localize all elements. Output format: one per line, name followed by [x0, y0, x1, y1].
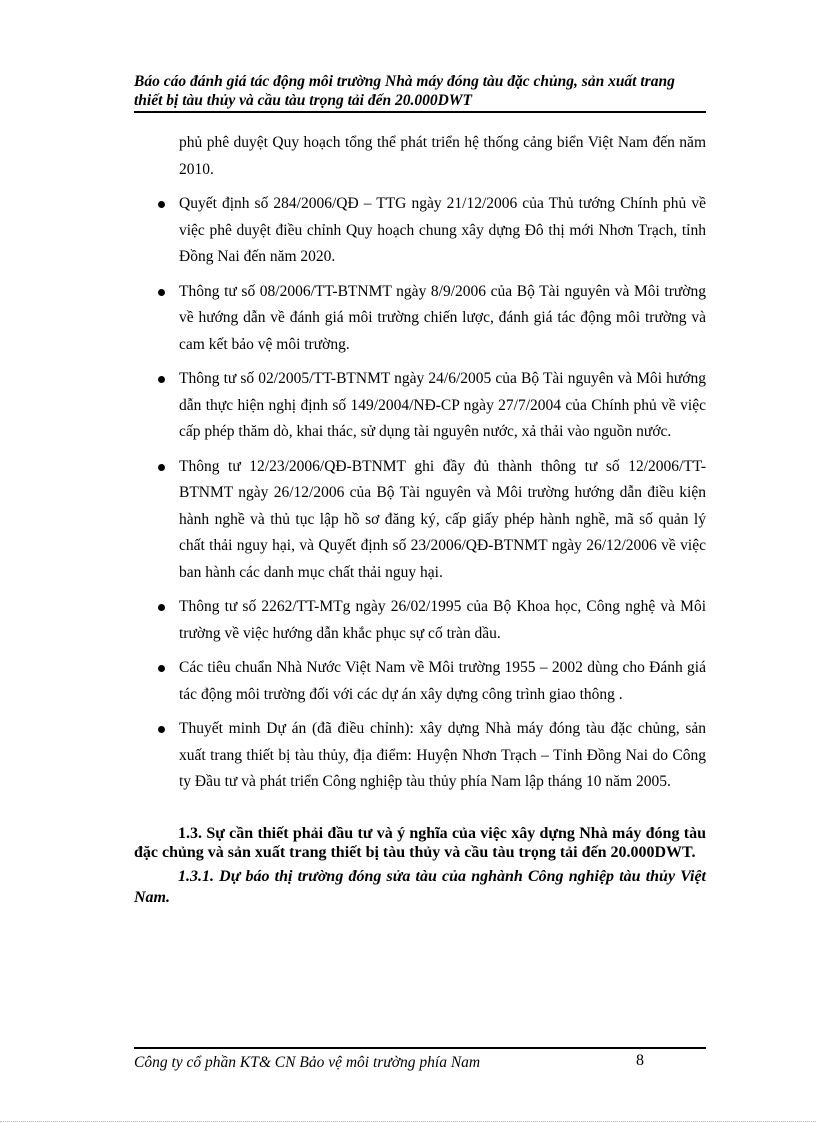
list-item: [134, 191, 706, 271]
list-item-text: Thông tư số 02/2005/TT-BTNMT ngày 24/6/2005 của Bộ Tài nguyên và Môi hướng dẫn thực hiện nghị định số 149/2004/NĐ-CP ngày 27/7/2004 của Chính phủ về việc cấp phép thăm dò, khai thác, sử dụng tài nguyên nước, xả thải vào nguồn nước.: [179, 370, 706, 440]
list-item: [134, 594, 706, 647]
bullet-icon: [158, 201, 165, 208]
bullet-icon: [158, 289, 165, 296]
document-body: [134, 130, 706, 908]
bullet-icon: [158, 376, 165, 383]
list-item-text: Thông tư 12/23/2006/QĐ-BTNMT ghi đầy đủ thành thông tư số 12/2006/TT-BTNMT ngày 26/12/2006 của Bộ Tài nguyên và Môi trường hướng dẫn điều kiện hành nghề và thủ tục lập hồ sơ đăng ký, cấp giấy phép hành nghề, mã số quản lý chất thải nguy hại, và Quyết định số 23/2006/QĐ-BTNMT ngày 26/12/2006 về việc ban hành các danh mục chất thải nguy hại.: [179, 457, 706, 581]
list-item-text: Các tiêu chuẩn Nhà Nước Việt Nam về Môi trường 1955 – 2002 dùng cho Đánh giá tác động môi trường đối với các dự án xây dựng công trình giao thông .: [179, 659, 706, 703]
subsection-heading: 1.3.1. Dự báo thị trường đóng sửa tàu của nghành Công nghiệp tàu thủy Việt Nam.: [134, 867, 706, 906]
page-header-title: Báo cáo đánh giá tác động môi trường Nhà máy đóng tàu đặc chủng, sản xuất trang thiết bị tàu thủy và cầu tàu trọng tải đến 20.000DWT: [134, 73, 675, 109]
section-heading: 1.3. Sự cần thiết phải đầu tư và ý nghĩa của việc xây dựng Nhà máy đóng tàu đặc chủng và sản xuất trang thiết bị tàu thủy và cầu tàu trọng tải đến 20.000DWT.: [134, 824, 706, 861]
continuation-paragraph: phủ phê duyệt Quy hoạch tổng thể phát triển hệ thống cảng biển Việt Nam đến năm 2010.: [179, 134, 706, 178]
list-item-text: Quyết định số 284/2006/QĐ – TTG ngày 21/12/2006 của Thủ tướng Chính phủ về việc phê duyệt điều chỉnh Quy hoạch chung xây dựng Đô thị mới Nhơn Trạch, tỉnh Đồng Nai đến năm 2020.: [179, 195, 706, 265]
page-number: 8: [636, 1052, 644, 1069]
bullet-icon: [158, 726, 165, 733]
list-item-text: Thông tư số 2262/TT-MTg ngày 26/02/1995 của Bộ Khoa học, Công nghệ và Môi trường về việc hướng dẫn khắc phục sự cố tràn dầu.: [179, 598, 706, 642]
footer-company: Công ty cổ phần KT& CN Bảo vệ môi trường phía Nam: [134, 1054, 481, 1071]
bullet-icon: [158, 604, 165, 611]
list-item: [134, 366, 706, 446]
bullet-icon: [158, 665, 165, 672]
list-item: [134, 279, 706, 359]
header-divider: [134, 111, 706, 113]
bullet-icon: [158, 464, 165, 471]
list-item: [134, 454, 706, 587]
page-bottom-border: [0, 1121, 816, 1122]
list-item: [134, 655, 706, 708]
list-item-text: Thông tư số 08/2006/TT-BTNMT ngày 8/9/2006 của Bộ Tài nguyên và Môi trường về hướng dẫn về đánh giá môi trường chiến lược, đánh giá tác động môi trường và cam kết bảo vệ môi trường.: [179, 282, 706, 353]
reference-list: [134, 191, 706, 796]
list-item: [134, 716, 706, 796]
footer-divider: [134, 1047, 706, 1049]
list-item-text: Thuyết minh Dự án (đã điều chỉnh): xây dựng Nhà máy đóng tàu đặc chủng, sản xuất trang thiết bị tàu thủy, địa điểm: Huyện Nhơn Trạch – Tỉnh Đồng Nai do Công ty Đầu tư và phát triển Công nghiệp tàu thủy phía Nam lập tháng 10 năm 2005.: [179, 720, 706, 790]
